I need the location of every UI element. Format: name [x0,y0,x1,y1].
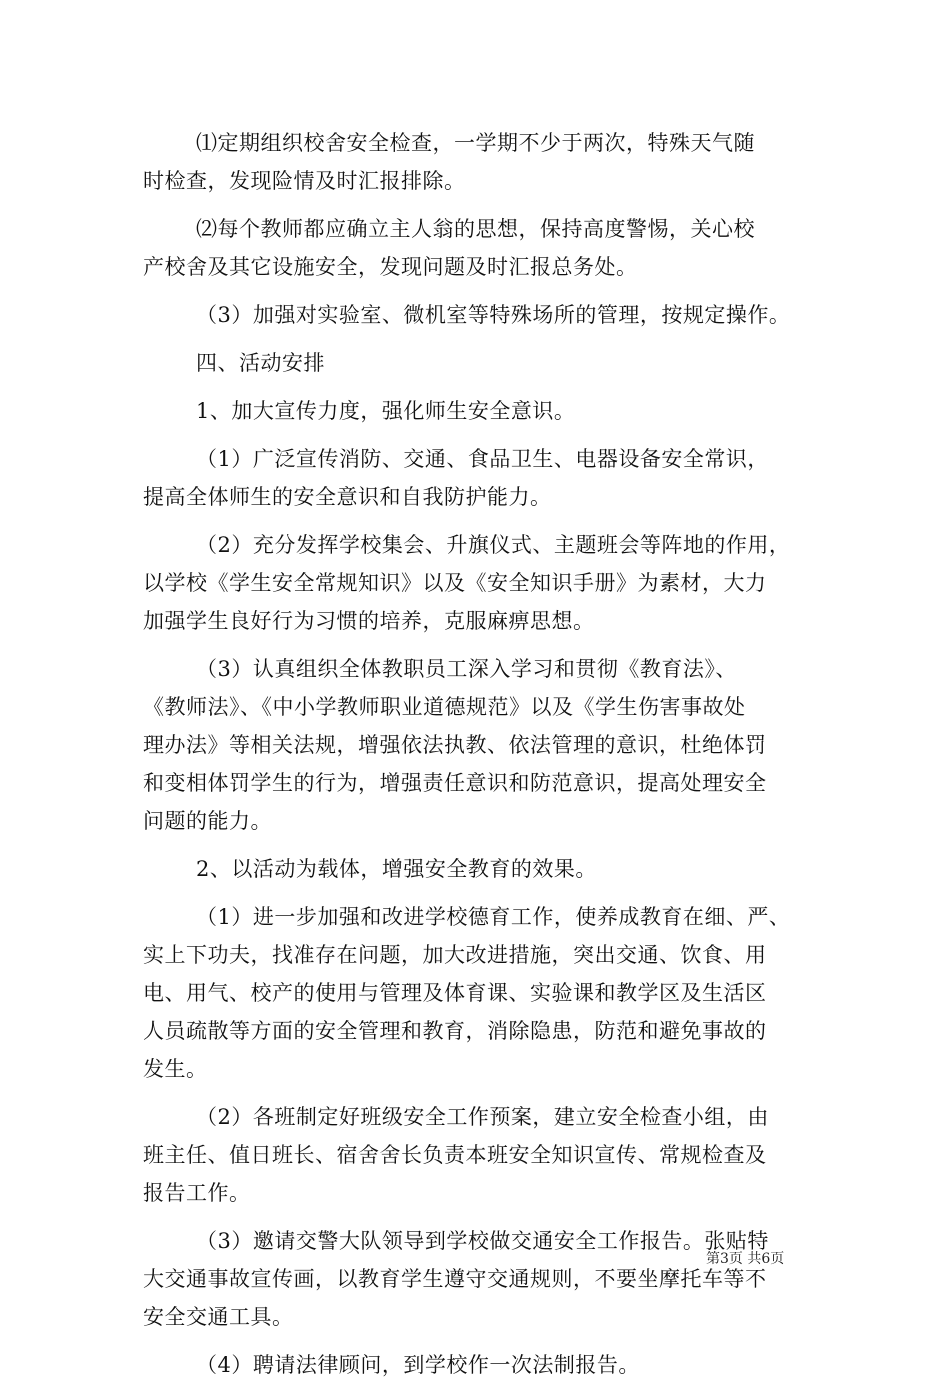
text-line: 提高全体师生的安全意识和自我防护能力。 [143,485,552,509]
text-line: 1、加大宣传力度，强化师生安全意识。 [196,399,576,423]
text-line: （3）邀请交警大队领导到学校做交通安全工作报告。张贴特 [196,1229,769,1253]
paragraph [143,344,813,382]
text-line: 时检查，发现险情及时汇报排除。 [143,169,466,193]
text-line: 人员疏散等方面的安全管理和教育，消除隐患，防范和避免事故的 [143,1019,767,1043]
text-line: 加强学生良好行为习惯的培养，克服麻痹思想。 [143,609,595,633]
text-line: （2）充分发挥学校集会、升旗仪式、主题班会等阵地的作用， [196,533,791,557]
text-line: 以学校《学生安全常规知识》以及《安全知识手册》为素材，大力 [143,571,767,595]
paragraph [143,210,813,286]
text-line: 产校舍及其它设施安全，发现问题及时汇报总务处。 [143,255,638,279]
paragraph [143,124,813,200]
text-line: 大交通事故宣传画，以教育学生遵守交通规则，不要坐摩托车等不 [143,1267,767,1291]
text-line: 2、以活动为载体，增强安全教育的效果。 [196,857,597,881]
paragraph [143,850,813,888]
paragraph [143,1346,813,1384]
text-line: 《教师法》、《中小学教师职业道德规范》以及《学生伤害事故处 [143,695,746,719]
paragraph [143,650,813,840]
text-line: 实上下功夫，找准存在问题，加大改进措施，突出交通、饮食、用 [143,943,767,967]
text-line: 发生。 [143,1057,208,1081]
text-line: （3）加强对实验室、微机室等特殊场所的管理，按规定操作。 [196,303,791,327]
text-line: 理办法》等相关法规，增强依法执教、依法管理的意识，杜绝体罚 [143,733,767,757]
text-line: 问题的能力。 [143,809,272,833]
text-line: 班主任、值日班长、宿舍舍长负责本班安全知识宣传、常规检查及 [143,1143,767,1167]
text-line: 报告工作。 [143,1181,251,1205]
text-line: 四、活动安排 [196,351,325,375]
text-line: （3）认真组织全体教职员工深入学习和贯彻《教育法》、 [196,657,737,681]
paragraph [143,898,813,1088]
text-line: （1）广泛宣传消防、交通、食品卫生、电器设备安全常识， [196,447,769,471]
text-line: （2）各班制定好班级安全工作预案，建立安全检查小组，由 [196,1105,769,1129]
paragraph [143,1222,813,1336]
paragraph [143,1098,813,1212]
text-line: （4）聘请法律顾问，到学校作一次法制报告。 [196,1353,640,1377]
paragraph [143,392,813,430]
text-line: ⑵每个教师都应确立主人翁的思想，保持高度警惕，关心校 [196,217,755,241]
paragraph [143,296,813,334]
paragraph [143,440,813,516]
text-line: ⑴定期组织校舍安全检查，一学期不少于两次，特殊天气随 [196,131,755,155]
text-line: （1）进一步加强和改进学校德育工作，使养成教育在细、严、 [196,905,791,929]
text-line: 和变相体罚学生的行为，增强责任意识和防范意识，提高处理安全 [143,771,767,795]
text-line: 安全交通工具。 [143,1305,294,1329]
page-number: 第3页 共6页 [706,1251,785,1267]
paragraph [143,526,813,640]
text-line: 电、用气、校产的使用与管理及体育课、实验课和教学区及生活区 [143,981,767,1005]
